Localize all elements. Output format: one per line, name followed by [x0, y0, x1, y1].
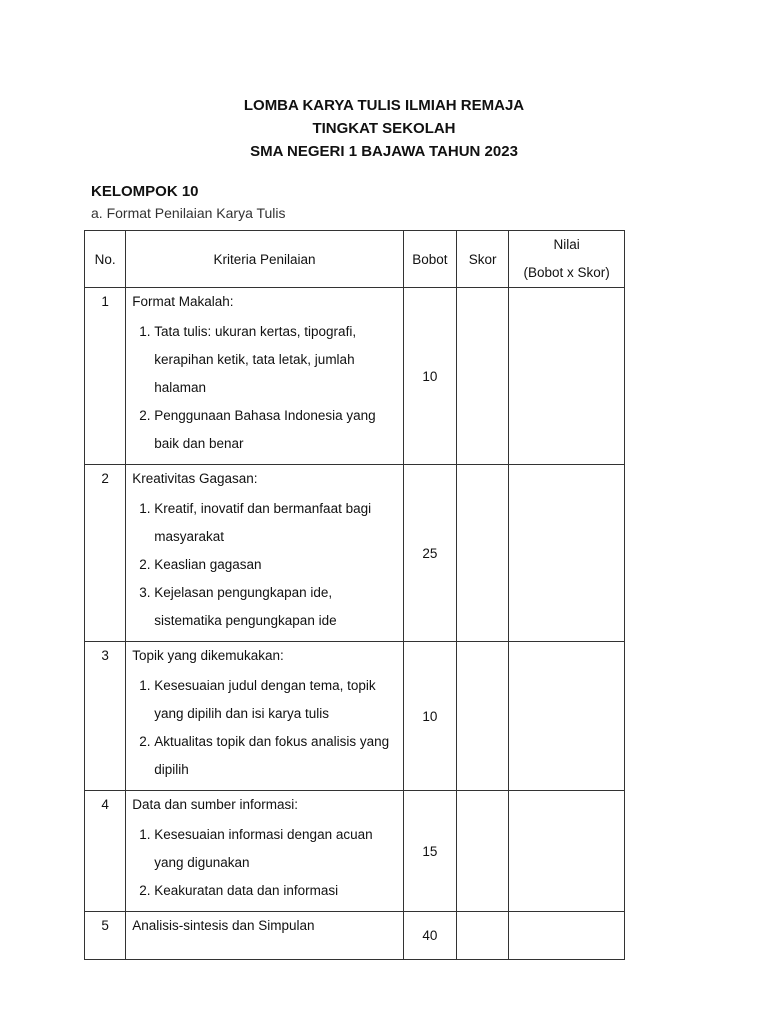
- bobot-cell: 40: [403, 912, 456, 960]
- table-row: [85, 912, 625, 960]
- bobot-cell: 25: [403, 465, 456, 642]
- criteria-list: [132, 672, 395, 784]
- assessment-table: [84, 230, 625, 960]
- criteria-title: Format Makalah:: [132, 294, 234, 309]
- criteria-item: 3. Kejelasan pengungkapan ide, sistematika pengungkapan ide: [154, 579, 395, 635]
- criteria-item: 2. Aktualitas topik dan fokus analisis yang dipilih: [154, 728, 395, 784]
- header-skor: Skor: [457, 231, 509, 288]
- title-line-1: LOMBA KARYA TULIS ILMIAH REMAJA: [243, 97, 525, 114]
- criteria-title: Data dan sumber informasi:: [132, 797, 299, 812]
- row-number: 4: [85, 791, 126, 912]
- criteria-cell: [126, 791, 404, 912]
- criteria-item: 1. Kesesuaian informasi dengan acuan yang digunakan: [154, 821, 395, 877]
- nilai-cell[interactable]: [509, 288, 625, 465]
- criteria-item: 1. Tata tulis: ukuran kertas, tipografi, kerapihan ketik, tata letak, jumlah halaman: [154, 318, 395, 402]
- criteria-cell: [126, 465, 404, 642]
- table-row: [85, 288, 625, 465]
- row-number: 1: [85, 288, 126, 465]
- nilai-cell[interactable]: [509, 642, 625, 791]
- table-row: [85, 465, 625, 642]
- criteria-item: 2. Keakuratan data dan informasi: [154, 877, 395, 905]
- criteria-cell: [126, 288, 404, 465]
- criteria-title: Analisis-sintesis dan Simpulan: [132, 918, 315, 933]
- criteria-item: 1. Kreatif, inovatif dan bermanfaat bagi masyarakat: [154, 495, 395, 551]
- criteria-list: [132, 318, 395, 458]
- document-title: [0, 94, 768, 163]
- header-nilai: [509, 231, 625, 288]
- title-line-3: SMA NEGERI 1 BAJAWA TAHUN 2023: [250, 143, 518, 160]
- row-number: 2: [85, 465, 126, 642]
- skor-cell[interactable]: [457, 791, 509, 912]
- criteria-item: 2. Penggunaan Bahasa Indonesia yang baik dan benar: [154, 402, 395, 458]
- section-label: a. Format Penilaian Karya Tulis: [91, 205, 286, 221]
- header-bobot: Bobot: [403, 231, 456, 288]
- criteria-cell: [126, 642, 404, 791]
- table-body: [85, 288, 625, 960]
- row-number: 5: [85, 912, 126, 960]
- nilai-cell[interactable]: [509, 912, 625, 960]
- table-header-row: [85, 231, 625, 288]
- row-number: 3: [85, 642, 126, 791]
- header-nilai-line2: (Bobot x Skor): [523, 265, 610, 280]
- criteria-list: [132, 821, 395, 905]
- header-no: No.: [85, 231, 126, 288]
- table-row: [85, 642, 625, 791]
- header-nilai-line1: Nilai: [553, 237, 580, 252]
- skor-cell[interactable]: [457, 642, 509, 791]
- bobot-cell: 10: [403, 642, 456, 791]
- nilai-cell[interactable]: [509, 465, 625, 642]
- skor-cell[interactable]: [457, 465, 509, 642]
- skor-cell[interactable]: [457, 288, 509, 465]
- criteria-title: Topik yang dikemukakan:: [132, 648, 284, 663]
- criteria-title: Kreativitas Gagasan:: [132, 471, 258, 486]
- bobot-cell: 10: [403, 288, 456, 465]
- criteria-list: [132, 495, 395, 635]
- criteria-cell: [126, 912, 404, 960]
- bobot-cell: 15: [403, 791, 456, 912]
- table-row: [85, 791, 625, 912]
- skor-cell[interactable]: [457, 912, 509, 960]
- nilai-cell[interactable]: [509, 791, 625, 912]
- criteria-item: 1. Kesesuaian judul dengan tema, topik yang dipilih dan isi karya tulis: [154, 672, 395, 728]
- title-line-2: TINGKAT SEKOLAH: [312, 120, 456, 137]
- criteria-item: 2. Keaslian gagasan: [154, 551, 395, 579]
- header-kriteria: Kriteria Penilaian: [126, 231, 404, 288]
- group-label: KELOMPOK 10: [91, 183, 199, 200]
